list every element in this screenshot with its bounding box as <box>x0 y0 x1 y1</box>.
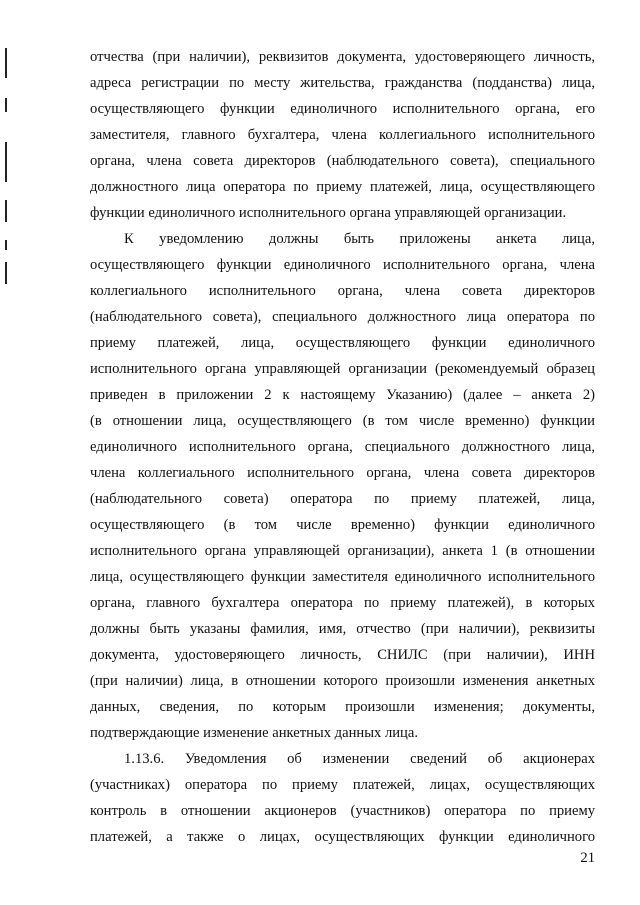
margin-mark <box>5 200 7 222</box>
text-line: контроль в отношении акционеров (участников) оператора по приему <box>90 803 595 819</box>
page-number: 21 <box>580 850 595 866</box>
text-line: (при наличии) лица, в отношении которого произошли изменения анкетных <box>90 673 595 689</box>
text-line: органа, главного бухгалтера оператора по приему платежей), в которых <box>90 595 595 611</box>
text-line: адреса регистрации по месту жительства, гражданства (подданства) лица, <box>90 75 595 91</box>
text-line: осуществляющего функции единоличного исполнительного органа, члена <box>90 257 595 273</box>
text-line: заместителя, главного бухгалтера, члена коллегиального исполнительного <box>90 127 595 143</box>
text-line: осуществляющего функции единоличного исполнительного органа, его <box>90 101 595 117</box>
text-line: отчества (при наличии), реквизитов документа, удостоверяющего личность, <box>90 49 595 65</box>
margin-mark <box>5 262 7 284</box>
text-line: осуществляющего (в том числе временно) функции единоличного <box>90 517 595 533</box>
text-line: приему платежей, лица, осуществляющего функции единоличного <box>90 335 595 351</box>
text-line: функции единоличного исполнительного органа управляющей организации. <box>90 205 567 221</box>
margin-mark <box>5 48 7 78</box>
body-text <box>90 44 595 850</box>
margin-mark <box>5 240 7 250</box>
text-line: платежей, а также о лицах, осуществляющих функции единоличного <box>90 829 595 845</box>
text-line: данных, сведения, по которым произошли изменения; документы, <box>90 699 595 715</box>
text-line: лица, осуществляющего функции заместителя единоличного исполнительного <box>90 569 595 585</box>
text-line: исполнительного органа управляющей организации), анкета 1 (в отношении <box>90 543 595 559</box>
text-line: (в отношении лица, осуществляющего (в том числе временно) функции <box>90 413 595 429</box>
text-line: исполнительного органа управляющей организации (рекомендуемый образец <box>90 361 595 377</box>
text-line: подтверждающие изменение анкетных данных лица. <box>90 725 418 741</box>
text-line: единоличного исполнительного органа, специального должностного лица, <box>90 439 595 455</box>
text-line: 1.13.6. Уведомления об изменении сведений об акционерах <box>124 751 595 767</box>
text-line: органа, члена совета директоров (наблюдательного совета), специального <box>90 153 595 169</box>
text-line: коллегиального исполнительного органа, члена совета директоров <box>90 283 595 299</box>
text-line: К уведомлению должны быть приложены анкета лица, <box>124 231 595 247</box>
text-line: документа, удостоверяющего личность, СНИЛС (при наличии), ИНН <box>90 647 595 663</box>
text-line: (наблюдательного совета), специального должностного лица оператора по <box>90 309 595 325</box>
text-line: должны быть указаны фамилия, имя, отчество (при наличии), реквизиты <box>90 621 595 637</box>
text-line: (наблюдательного совета) оператора по приему платежей, лица, <box>90 491 595 507</box>
text-line: приведен в приложении 2 к настоящему Указанию) (далее – анкета 2) <box>90 387 595 403</box>
margin-mark <box>5 142 7 182</box>
text-line: (участниках) оператора по приему платежей, лицах, осуществляющих <box>90 777 595 793</box>
margin-mark <box>5 98 7 112</box>
text-line: члена коллегиального исполнительного органа, члена совета директоров <box>90 465 595 481</box>
text-line: должностного лица оператора по приему платежей, лица, осуществляющего <box>90 179 595 195</box>
